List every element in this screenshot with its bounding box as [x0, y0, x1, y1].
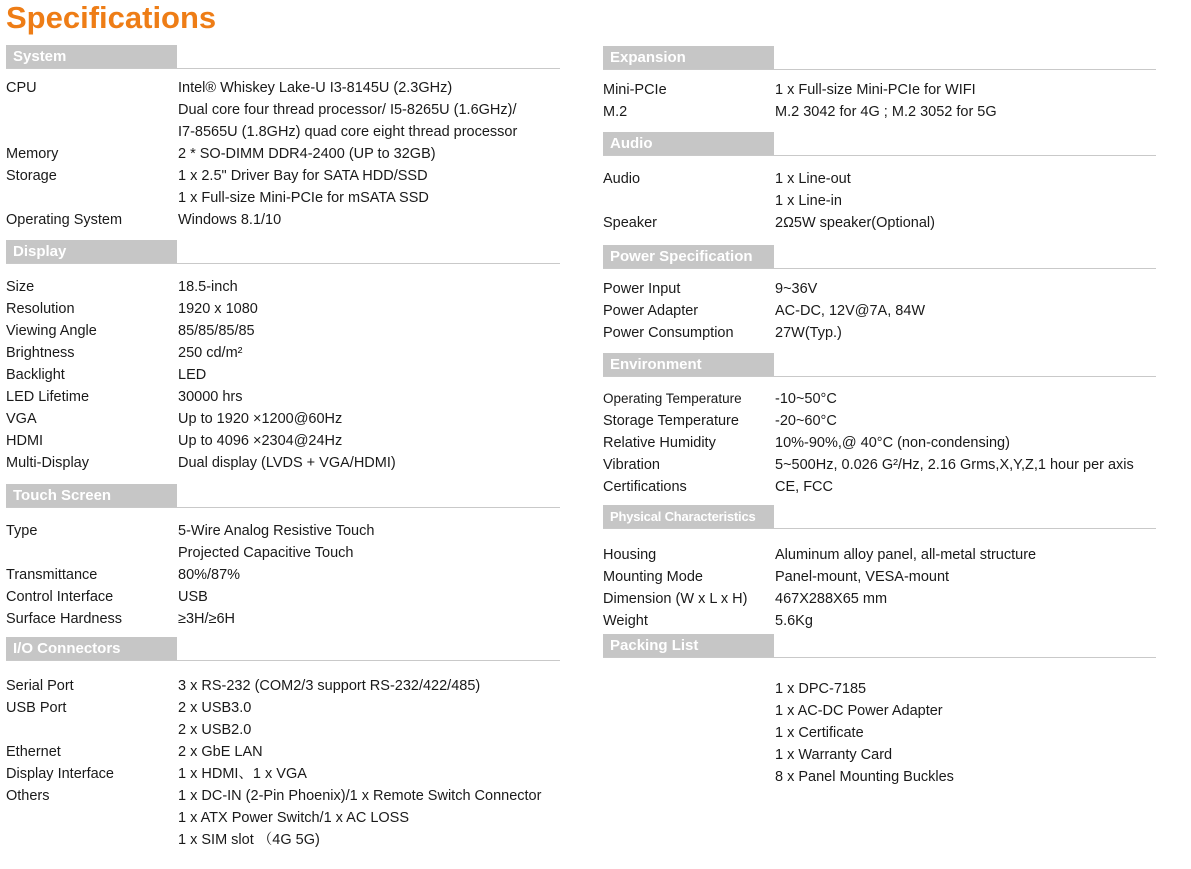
- section-title: Packing List: [603, 634, 774, 657]
- spec-rows: [603, 79, 1156, 123]
- section-touch-screen: [6, 484, 560, 630]
- spec-value: -20~60°C: [775, 413, 837, 429]
- section-display: [6, 240, 560, 474]
- section-divider: [603, 528, 1156, 529]
- spec-rows: [603, 678, 1156, 788]
- spec-label: Memory: [6, 146, 59, 162]
- spec-value: 8 x Panel Mounting Buckles: [775, 769, 954, 785]
- spec-row: [603, 322, 1156, 344]
- section-system: [6, 45, 560, 231]
- spec-row: [6, 608, 560, 630]
- spec-rows: [6, 276, 560, 474]
- spec-row: [6, 320, 560, 342]
- spec-row: [6, 364, 560, 386]
- spec-value: 30000 hrs: [178, 389, 243, 405]
- section-header: [603, 46, 1156, 69]
- spec-row: [6, 564, 560, 586]
- spec-row: [6, 298, 560, 320]
- spec-value: Panel-mount, VESA-mount: [775, 569, 950, 585]
- spec-value: 467X288X65 mm: [775, 591, 888, 607]
- section-expansion: [603, 46, 1156, 123]
- spec-label: Power Adapter: [603, 303, 699, 319]
- spec-rows: [6, 675, 560, 851]
- spec-value: 2 x GbE LAN: [178, 744, 263, 760]
- spec-value: 5~500Hz, 0.026 G²/Hz, 2.16 Grms,X,Y,Z,1 hour per axis: [775, 457, 1134, 473]
- spec-label: Mini-PCIe: [603, 82, 667, 98]
- spec-label: Serial Port: [6, 678, 74, 694]
- section-divider: [603, 69, 1156, 70]
- spec-row: [603, 700, 1156, 722]
- spec-label: Certifications: [603, 479, 687, 495]
- section-divider: [603, 268, 1156, 269]
- section-divider: [6, 68, 560, 69]
- spec-row: [603, 432, 1156, 454]
- spec-label: Transmittance: [6, 567, 98, 583]
- spec-value: 1 x DC-IN (2-Pin Phoenix)/1 x Remote Switch Connector: [178, 788, 542, 804]
- spec-row: [603, 766, 1156, 788]
- spec-label: M.2: [603, 104, 628, 120]
- spec-value: Intel® Whiskey Lake-U I3-8145U (2.3GHz): [178, 80, 453, 96]
- spec-row: [603, 168, 1156, 190]
- spec-row: [603, 101, 1156, 123]
- spec-row: [6, 741, 560, 763]
- spec-row: [6, 143, 560, 165]
- spec-row: [6, 675, 560, 697]
- spec-value: 1 x 2.5" Driver Bay for SATA HDD/SSD: [178, 168, 428, 184]
- spec-label: LED Lifetime: [6, 389, 90, 405]
- spec-row: [603, 722, 1156, 744]
- spec-value: 1 x HDMI、1 x VGA: [178, 766, 307, 782]
- spec-label: Power Input: [603, 281, 681, 297]
- spec-label: Brightness: [6, 345, 75, 361]
- spec-value: 1 x AC-DC Power Adapter: [775, 703, 943, 719]
- spec-row: [6, 763, 560, 785]
- spec-value: Aluminum alloy panel, all-metal structure: [775, 547, 1037, 563]
- spec-row: [6, 697, 560, 719]
- spec-row: [6, 408, 560, 430]
- spec-row: [6, 807, 560, 829]
- spec-label: Multi-Display: [6, 455, 89, 471]
- spec-label: Type: [6, 523, 38, 539]
- spec-row: [603, 476, 1156, 498]
- spec-row: [6, 586, 560, 608]
- spec-rows: [6, 520, 560, 630]
- spec-row: [603, 410, 1156, 432]
- spec-row: [6, 99, 560, 121]
- spec-label: Viewing Angle: [6, 323, 97, 339]
- spec-label: HDMI: [6, 433, 44, 449]
- spec-value: 1 x ATX Power Switch/1 x AC LOSS: [178, 810, 410, 826]
- spec-row: [6, 430, 560, 452]
- page-title: Specifications: [6, 0, 217, 35]
- spec-label: Storage: [6, 168, 57, 184]
- section-divider: [603, 155, 1156, 156]
- spec-value: M.2 3042 for 4G ; M.2 3052 for 5G: [775, 104, 997, 120]
- spec-row: [6, 342, 560, 364]
- section-title: Environment: [603, 353, 774, 376]
- spec-label: Operating Temperature: [603, 391, 742, 406]
- spec-rows: [603, 278, 1156, 344]
- spec-rows: [603, 168, 1156, 234]
- spec-label: Size: [6, 279, 35, 295]
- spec-row: [6, 165, 560, 187]
- spec-value: 9~36V: [775, 281, 818, 297]
- spec-label: Mounting Mode: [603, 569, 703, 585]
- spec-label: CPU: [6, 80, 37, 96]
- spec-value: 1 x Full-size Mini-PCIe for mSATA SSD: [178, 190, 429, 206]
- spec-row: [603, 388, 1156, 410]
- section-title: Audio: [603, 132, 774, 155]
- spec-row: [603, 678, 1156, 700]
- spec-row: [603, 588, 1156, 610]
- spec-row: [603, 212, 1156, 234]
- spec-value: 5.6Kg: [775, 613, 813, 629]
- spec-row: [603, 454, 1156, 476]
- spec-rows: [603, 544, 1156, 632]
- spec-row: [603, 610, 1156, 632]
- spec-row: [6, 187, 560, 209]
- spec-row: [6, 77, 560, 99]
- spec-value: 250 cd/m²: [178, 345, 243, 361]
- section-title: Touch Screen: [6, 484, 177, 507]
- spec-row: [6, 829, 560, 851]
- spec-label: Vibration: [603, 457, 660, 473]
- spec-label: Control Interface: [6, 589, 114, 605]
- spec-value: 1 x DPC-7185: [775, 681, 867, 697]
- section-title: Power Specification: [603, 245, 774, 268]
- spec-value: LED: [178, 367, 207, 383]
- section-title: I/O Connectors: [6, 637, 177, 660]
- spec-label: Ethernet: [6, 744, 61, 760]
- section-title: Display: [6, 240, 177, 263]
- spec-row: [603, 278, 1156, 300]
- spec-value: Projected Capacitive Touch: [178, 545, 354, 561]
- section-physical-characteristics: [603, 505, 1156, 632]
- spec-value: 1 x Warranty Card: [775, 747, 893, 763]
- spec-row: [603, 566, 1156, 588]
- spec-row: [603, 744, 1156, 766]
- section-header: [6, 484, 560, 507]
- spec-row: [603, 300, 1156, 322]
- spec-row: [603, 544, 1156, 566]
- spec-value: 2 x USB3.0: [178, 700, 252, 716]
- spec-value: Windows 8.1/10: [178, 212, 282, 228]
- spec-row: [6, 386, 560, 408]
- spec-row: [6, 121, 560, 143]
- spec-label: Display Interface: [6, 766, 114, 782]
- spec-row: [6, 276, 560, 298]
- spec-label: Speaker: [603, 215, 658, 231]
- spec-label: Surface Hardness: [6, 611, 123, 627]
- spec-value: 80%/87%: [178, 567, 241, 583]
- spec-value: 1 x Line-in: [775, 193, 842, 209]
- spec-value: 85/85/85/85: [178, 323, 255, 339]
- spec-value: CE, FCC: [775, 479, 833, 495]
- spec-value: ≥3H/≥6H: [178, 611, 236, 627]
- spec-label: Others: [6, 788, 50, 804]
- spec-row: [603, 79, 1156, 101]
- spec-label: Operating System: [6, 212, 123, 228]
- spec-value: Dual display (LVDS + VGA/HDMI): [178, 455, 396, 471]
- section-header: [603, 505, 1156, 528]
- spec-value: I7-8565U (1.8GHz) quad core eight thread processor: [178, 124, 518, 140]
- section-divider: [6, 660, 560, 661]
- section-io-connectors: [6, 637, 560, 851]
- section-header: [603, 132, 1156, 155]
- spec-value: Up to 1920 ×1200@60Hz: [178, 411, 343, 427]
- spec-value: 10%-90%,@ 40°C (non-condensing): [775, 435, 1010, 451]
- spec-label: USB Port: [6, 700, 67, 716]
- spec-row: [6, 542, 560, 564]
- section-title: System: [6, 45, 177, 68]
- spec-row: [6, 785, 560, 807]
- spec-value: 2 * SO-DIMM DDR4-2400 (UP to 32GB): [178, 146, 436, 162]
- spec-value: 18.5-inch: [178, 279, 238, 295]
- section-header: [603, 634, 1156, 657]
- spec-row: [6, 209, 560, 231]
- section-header: [6, 637, 560, 660]
- spec-value: 5-Wire Analog Resistive Touch: [178, 523, 375, 539]
- spec-row: [603, 190, 1156, 212]
- section-header: [6, 45, 560, 68]
- spec-row: [6, 452, 560, 474]
- section-divider: [6, 263, 560, 264]
- spec-label: Housing: [603, 547, 657, 563]
- spec-value: 1 x Line-out: [775, 171, 851, 187]
- section-header: [6, 240, 560, 263]
- spec-label: VGA: [6, 411, 37, 427]
- spec-label: Audio: [603, 171, 641, 187]
- spec-value: Up to 4096 ×2304@24Hz: [178, 433, 343, 449]
- section-header: [603, 245, 1156, 268]
- spec-value: Dual core four thread processor/ I5-8265U (1.6GHz)/: [178, 102, 517, 118]
- spec-value: -10~50°C: [775, 391, 837, 407]
- spec-value: 3 x RS-232 (COM2/3 support RS-232/422/485): [178, 678, 481, 694]
- spec-value: 2 x USB2.0: [178, 722, 252, 738]
- spec-label: Storage Temperature: [603, 413, 739, 429]
- spec-value: 2Ω5W speaker(Optional): [775, 215, 935, 231]
- spec-value: AC-DC, 12V@7A, 84W: [775, 303, 926, 319]
- spec-row: [6, 520, 560, 542]
- section-divider: [6, 507, 560, 508]
- spec-value: 1 x Certificate: [775, 725, 864, 741]
- spec-value: USB: [178, 589, 208, 605]
- spec-label: Resolution: [6, 301, 75, 317]
- spec-value: 1 x SIM slot （4G 5G): [178, 832, 320, 848]
- spec-row: [6, 719, 560, 741]
- section-title: Physical Characteristics: [603, 505, 774, 528]
- spec-label: Weight: [603, 613, 648, 629]
- spec-value: 1920 x 1080: [178, 301, 258, 317]
- section-power-specification: [603, 245, 1156, 344]
- section-header: [603, 353, 1156, 376]
- section-divider: [603, 376, 1156, 377]
- spec-value: 1 x Full-size Mini-PCIe for WIFI: [775, 82, 976, 98]
- spec-label: Relative Humidity: [603, 435, 716, 451]
- spec-rows: [6, 77, 560, 231]
- spec-label: Dimension (W x L x H): [603, 591, 748, 607]
- spec-value: 27W(Typ.): [775, 325, 842, 341]
- section-packing-list: [603, 634, 1156, 788]
- section-divider: [603, 657, 1156, 658]
- section-audio: [603, 132, 1156, 234]
- spec-label: Backlight: [6, 367, 65, 383]
- section-environment: [603, 353, 1156, 498]
- spec-label: Power Consumption: [603, 325, 734, 341]
- spec-rows: [603, 388, 1156, 498]
- section-title: Expansion: [603, 46, 774, 69]
